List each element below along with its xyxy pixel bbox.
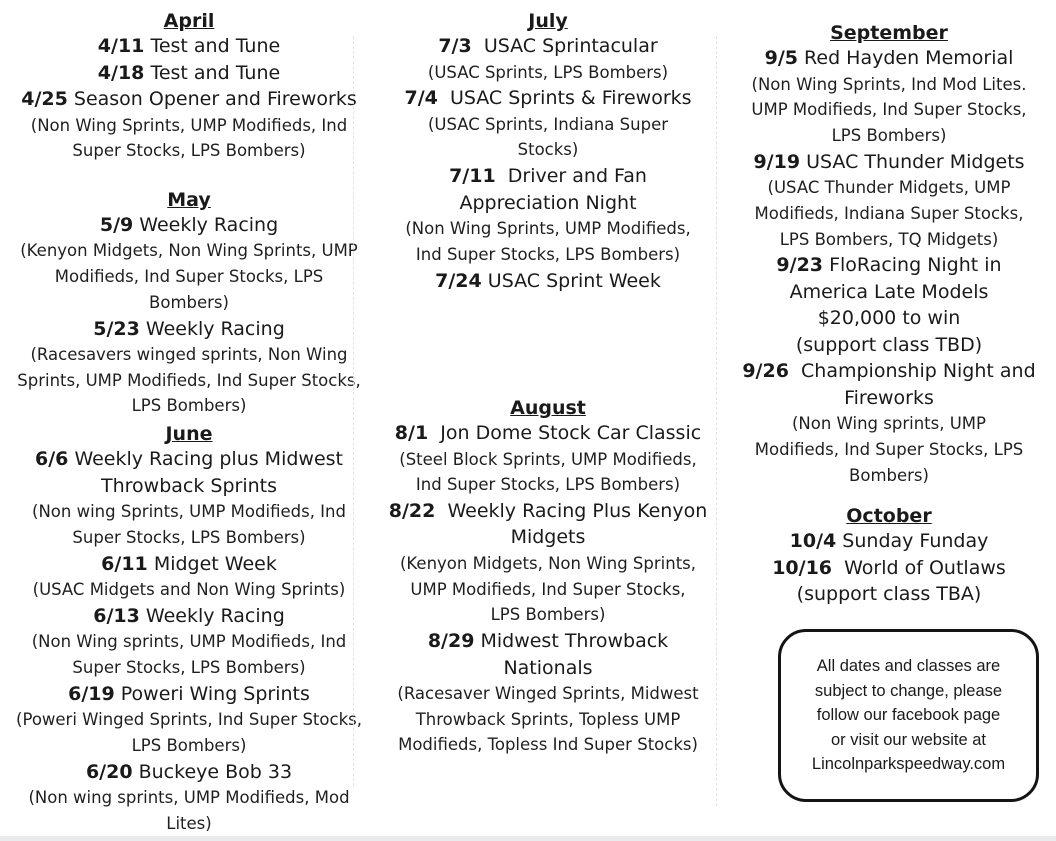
month-heading-october: October: [846, 505, 932, 528]
event-april-25: 4/25 Season Opener and Fireworks: [21, 88, 357, 110]
event-classes: Modifieds, Indiana Super Stocks,: [754, 203, 1024, 223]
schedule-column-1: [0, 0, 378, 836]
event-classes: Modifieds, Topless Ind Super Stocks): [398, 735, 698, 755]
event-classes: (Non Wing sprints, UMP: [791, 414, 986, 434]
event-classes: LPS Bombers): [131, 396, 247, 416]
schedule-column-3: [735, 0, 1043, 608]
event-classes: (Non wing Sprints, UMP Modifieds, Ind: [32, 502, 346, 522]
event-classes: Modifieds, Ind Super Stocks, LPS: [54, 267, 324, 287]
event-july-3: 7/3 USAC Sprintacular: [438, 35, 658, 57]
month-heading-june: June: [165, 423, 213, 446]
event-august-1: 8/1 Jon Dome Stock Car Classic: [394, 422, 702, 445]
event-july-11: 7/11 Driver and Fan: [449, 165, 647, 188]
event-classes: Super Stocks, LPS Bombers): [72, 141, 306, 161]
event-may-23: 5/23 Weekly Racing: [93, 317, 285, 340]
schedule-notice-box: [778, 629, 1039, 802]
event-classes: (Racesaver Winged Sprints, Midwest: [397, 684, 699, 704]
event-classes: (Non Wing sprints, UMP Modifieds, Ind: [31, 632, 347, 652]
event-september-5: 9/5 Red Hayden Memorial: [764, 47, 1014, 69]
notice-line: All dates and classes are: [816, 657, 1001, 676]
event-classes: (Racesavers winged sprints, Non Wing: [30, 345, 348, 365]
month-heading-july: July: [528, 10, 568, 32]
event-support-class: (support class TBD): [795, 333, 983, 356]
event-support-class: (support class TBA): [796, 583, 982, 606]
event-classes: (Non Wing Sprints, UMP Modifieds,: [405, 219, 691, 239]
event-classes: LPS Bombers): [831, 125, 947, 145]
notice-line: or visit our website at: [831, 730, 986, 749]
event-august-22: 8/22 Weekly Racing Plus Kenyon: [388, 499, 708, 522]
event-september-26: 9/26 Championship Night and: [742, 360, 1036, 383]
event-classes: (Poweri Winged Sprints, Ind Super Stocks,: [16, 710, 362, 730]
event-june-6: 6/6 Weekly Racing plus Midwest: [35, 448, 343, 471]
website-text: Lincolnparkspeedway.com: [811, 755, 1006, 774]
event-june-13: 6/13 Weekly Racing: [93, 604, 285, 627]
event-classes: (Non Wing Sprints, UMP Modifieds, Ind: [30, 115, 348, 135]
event-classes: Throwback Sprints, Topless UMP: [415, 709, 681, 729]
event-classes: UMP Modifieds, Ind Super Stocks,: [410, 579, 686, 599]
event-june-11: 6/11 Midget Week: [101, 552, 277, 575]
schedule-column-2: [381, 0, 715, 758]
event-april-11: 4/11 Test and Tune: [97, 35, 281, 57]
month-heading-april: April: [163, 10, 215, 32]
event-classes: Sprints, UMP Modifieds, Ind Super Stocks,: [17, 370, 361, 390]
column-divider: [353, 36, 354, 786]
event-may-9: 5/9 Weekly Racing: [99, 213, 279, 236]
event-june-6-cont: Throwback Sprints: [100, 474, 277, 497]
event-classes: (Non wing sprints, UMP Modifieds, Mod: [28, 788, 350, 808]
notice-line: subject to change, please: [814, 681, 1003, 700]
event-september-23-cont: America Late Models: [789, 280, 989, 303]
event-classes: (Kenyon Midgets, Non Wing Sprints, UMP: [20, 241, 358, 261]
schedule-notice-text: [812, 654, 1005, 776]
event-classes: LPS Bombers, TQ Midgets): [779, 229, 999, 249]
event-july-24: 7/24 USAC Sprint Week: [435, 269, 661, 292]
event-classes: (USAC Sprints, LPS Bombers): [427, 62, 669, 82]
event-classes: Ind Super Stocks, LPS Bombers): [415, 244, 681, 264]
event-classes: Lites): [166, 813, 212, 833]
notice-line: follow our facebook page: [816, 706, 1001, 725]
event-classes: (USAC Thunder Midgets, UMP: [767, 178, 1011, 198]
event-classes: UMP Modifieds, Ind Super Stocks,: [751, 100, 1027, 120]
event-july-11-cont: Appreciation Night: [459, 191, 637, 214]
event-september-26-cont: Fireworks: [844, 386, 934, 409]
event-classes: LPS Bombers): [131, 735, 247, 755]
event-classes: LPS Bombers): [490, 605, 606, 625]
event-june-20: 6/20 Buckeye Bob 33: [85, 760, 293, 783]
event-classes: (Non Wing Sprints, Ind Mod Lites.: [751, 74, 1027, 94]
event-october-16: 10/16 World of Outlaws: [772, 556, 1006, 579]
event-classes: (Steel Block Sprints, UMP Modifieds,: [399, 449, 697, 469]
column-divider: [716, 36, 717, 806]
event-classes: Super Stocks, LPS Bombers): [72, 527, 306, 547]
event-classes: Modifieds, Ind Super Stocks, LPS: [754, 439, 1024, 459]
event-april-18: 4/18 Test and Tune: [97, 61, 281, 84]
month-heading-august: August: [510, 397, 586, 420]
event-september-19: 9/19 USAC Thunder Midgets: [753, 150, 1025, 173]
event-classes: Bombers): [849, 465, 929, 485]
event-july-4: 7/4 USAC Sprints & Fireworks: [404, 87, 692, 110]
event-october-4: 10/4 Sunday Funday: [789, 530, 989, 553]
event-september-23: 9/23 FloRacing Night in: [776, 254, 1002, 277]
event-classes: Super Stocks, LPS Bombers): [72, 657, 306, 677]
event-classes: Bombers): [149, 292, 229, 312]
event-prize: $20,000 to win: [817, 307, 961, 330]
event-classes: (USAC Midgets and Non Wing Sprints): [32, 580, 346, 600]
event-classes: Stocks): [517, 140, 579, 160]
event-august-22-cont: Midgets: [510, 526, 586, 549]
bottom-edge-strip: [0, 836, 1056, 841]
month-heading-may: May: [167, 188, 211, 211]
event-classes: Ind Super Stocks, LPS Bombers): [415, 475, 681, 495]
event-classes: (Kenyon Midgets, Non Wing Sprints,: [399, 553, 697, 573]
event-classes: (USAC Sprints, Indiana Super: [427, 114, 669, 134]
event-august-29: 8/29 Midwest Throwback: [427, 630, 669, 653]
event-august-29-cont: Nationals: [503, 656, 593, 679]
month-heading-september: September: [830, 22, 948, 44]
event-june-19: 6/19 Poweri Wing Sprints: [68, 682, 310, 705]
